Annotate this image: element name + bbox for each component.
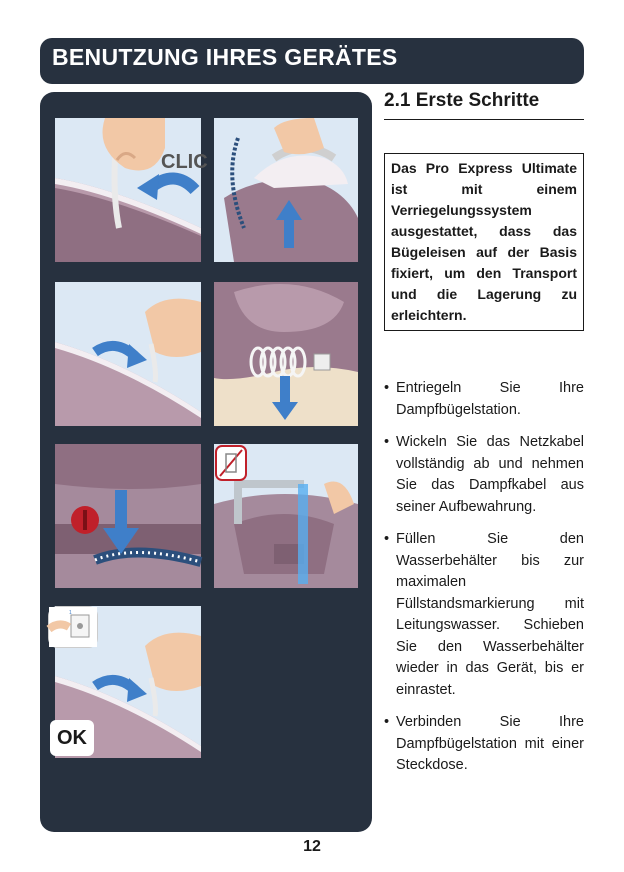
illustration-release: [55, 282, 201, 426]
page-number: 12: [303, 838, 321, 855]
list-item: [384, 529, 584, 701]
list-item: [384, 378, 584, 421]
illustration-cord: [214, 282, 358, 426]
socket-inset: [48, 606, 98, 648]
steps-list: [384, 378, 584, 788]
info-box: Das Pro Express Ultimate ist mit einem Verriegelungssystem ausgestattet, dass das Bügeleisen auf der Basis fixiert, um den Transport und die Lagerung zu erleichtern.: [384, 153, 584, 331]
illustration-panel: [40, 92, 372, 832]
clic-label: CLIC: [161, 151, 208, 173]
page-header: [40, 38, 584, 84]
bullet: •: [384, 434, 390, 450]
bullet: •: [384, 380, 390, 396]
step-text: Verbinden Sie Ihre Dampfbügelstation mit einer Steckdose.: [396, 714, 584, 773]
section-title: 2.1 Erste Schritte: [384, 90, 540, 111]
illustration-unlock: [55, 118, 208, 262]
bullet: •: [384, 531, 390, 547]
illustration-steam-cord: [55, 444, 201, 588]
list-item: [384, 712, 584, 777]
step-text: Wickeln Sie das Netzkabel vollständig ab und nehmen Sie das Dampfkabel aus seiner Aufbewahrung.: [396, 434, 584, 515]
ok-badge: OK: [50, 720, 94, 756]
header-title: BENUTZUNG IHRES GERÄTES: [52, 44, 398, 70]
illustration-fill-water: [214, 444, 358, 588]
step-text: Entriegeln Sie Ihre Dampfbügelstation.: [396, 380, 584, 418]
list-item: [384, 432, 584, 518]
illustration-lift-iron: [214, 118, 358, 262]
svg-text:1: 1: [69, 610, 72, 616]
step-text: Füllen Sie den Wasserbehälter bis zur maximalen Füllstandsmarkierung mit Leitungswasser. Schieben Sie den Wasserbehälter wieder in das Gerät, bis er einrastet.: [396, 531, 584, 698]
bullet: •: [384, 714, 390, 730]
section-divider: [384, 119, 584, 120]
